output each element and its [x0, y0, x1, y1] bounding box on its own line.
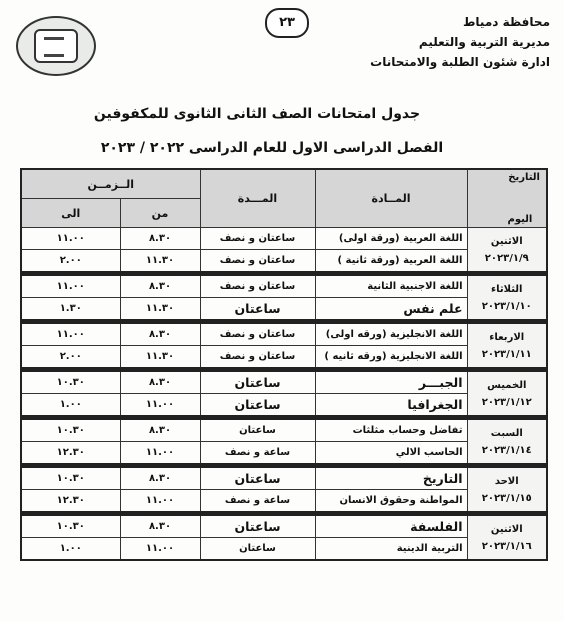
subject-cell: الفلسفة [315, 514, 467, 538]
subject-cell: التاريخ [315, 466, 467, 490]
subject-cell: التربية الدينية [315, 538, 467, 561]
time-to-cell: ١.٣٠ [21, 298, 120, 322]
day-date-cell [467, 418, 547, 466]
table-row [21, 370, 547, 394]
day-date-cell [467, 514, 547, 561]
time-to-cell: ١٢.٣٠ [21, 442, 120, 466]
day-name: الاثنين [490, 523, 523, 535]
day-date-cell [467, 228, 547, 274]
time-from-cell: ١١.٠٠ [120, 394, 200, 418]
from-header: من [120, 199, 200, 228]
duration-cell: ساعتان و نصف [200, 322, 315, 346]
subject-cell: اللغة الاجنبية الثانية [315, 274, 467, 298]
exam-date: ٢٠٢٣/١/١٠ [481, 300, 532, 312]
duration-cell: ساعتان و نصف [200, 228, 315, 250]
time-to-cell: ١١.٠٠ [21, 228, 120, 250]
day-name: الاثنين [490, 235, 523, 247]
subject-cell: اللغة العربية (ورقة ثانية ) [315, 250, 467, 274]
time-from-cell: ٨.٣٠ [120, 418, 200, 442]
table-row [21, 514, 547, 538]
time-from-cell: ١١.٣٠ [120, 298, 200, 322]
duration-header: المـــدة [200, 169, 315, 228]
time-from-cell: ١١.٣٠ [120, 346, 200, 370]
duration-cell: ساعة و نصف [200, 490, 315, 514]
exam-date: ٢٠٢٣/١/١١ [481, 348, 532, 360]
subject-cell: المواطنة وحقوق الانسان [315, 490, 467, 514]
table-row [21, 228, 547, 250]
subject-cell: الجبـــر [315, 370, 467, 394]
subject-header: المــادة [315, 169, 467, 228]
time-from-cell: ٨.٣٠ [120, 274, 200, 298]
time-from-cell: ٨.٣٠ [120, 466, 200, 490]
time-to-cell: ١٠.٣٠ [21, 514, 120, 538]
time-to-cell: ١٢.٣٠ [21, 490, 120, 514]
day-date-cell [467, 370, 547, 418]
header-directorate: مديرية التربية والتعليم [418, 35, 550, 49]
date-header: التاريخ [508, 172, 540, 183]
day-date-cell [467, 322, 547, 370]
time-to-cell: ١٠.٣٠ [21, 466, 120, 490]
duration-cell: ساعتان [200, 538, 315, 561]
subject-cell: اللغة الانجليزية (ورقه اولى) [315, 322, 467, 346]
to-header: الى [21, 199, 120, 228]
schedule-body [21, 228, 547, 561]
exam-date: ٢٠٢٣/١/١٦ [481, 540, 532, 552]
table-row [21, 418, 547, 442]
duration-cell: ساعة و نصف [200, 442, 315, 466]
time-from-cell: ١١.٠٠ [120, 538, 200, 561]
subject-cell: الجغرافيا [315, 394, 467, 418]
exam-date: ٢٠٢٣/١/١٢ [481, 396, 532, 408]
header-block [370, 12, 550, 72]
subject-cell: علم نفس [315, 298, 467, 322]
table-row [21, 274, 547, 298]
day-name: الخميس [487, 379, 527, 391]
duration-cell: ساعتان و نصف [200, 250, 315, 274]
time-to-cell: ١٠.٣٠ [21, 418, 120, 442]
duration-cell: ساعتان و نصف [200, 346, 315, 370]
ministry-logo-icon [16, 16, 96, 76]
day-header: اليوم [507, 214, 533, 225]
duration-cell: ساعتان و نصف [200, 274, 315, 298]
time-to-cell: ١١.٠٠ [21, 274, 120, 298]
time-to-cell: ١٠.٣٠ [21, 370, 120, 394]
table-row [21, 466, 547, 490]
time-header: الــزمــن [21, 169, 200, 199]
exam-schedule-table [20, 168, 548, 561]
table-row [21, 322, 547, 346]
time-from-cell: ٨.٣٠ [120, 370, 200, 394]
day-name: السبت [490, 427, 523, 439]
time-from-cell: ١١.٠٠ [120, 490, 200, 514]
time-to-cell: ١.٠٠ [21, 538, 120, 561]
subject-cell: اللغة العربية (ورقة اولى) [315, 228, 467, 250]
time-from-cell: ١١.٣٠ [120, 250, 200, 274]
time-to-cell: ١١.٠٠ [21, 322, 120, 346]
time-from-cell: ٨.٣٠ [120, 514, 200, 538]
header-governorate: محافظة دمياط [462, 15, 550, 29]
duration-cell: ساعتان [200, 394, 315, 418]
time-from-cell: ٨.٣٠ [120, 228, 200, 250]
subject-cell: الحاسب الالي [315, 442, 467, 466]
exam-date: ٢٠٢٣/١/١٤ [481, 444, 532, 456]
time-to-cell: ٢.٠٠ [21, 250, 120, 274]
subject-cell: اللغة الانجليزية (ورقه ثانيه ) [315, 346, 467, 370]
day-date-cell [467, 274, 547, 322]
day-date-cell [467, 466, 547, 514]
duration-cell: ساعتان [200, 466, 315, 490]
date-day-header [467, 169, 547, 228]
time-to-cell: ٢.٠٠ [21, 346, 120, 370]
exam-date: ٢٠٢٣/١/٩ [484, 252, 529, 264]
day-name: الاحد [494, 475, 519, 487]
page-subtitle: الفصل الدراسى الاول للعام الدراسى ٢٠٢٢ / ٢٠٢٣ [100, 140, 444, 156]
duration-cell: ساعتان [200, 418, 315, 442]
header-department: ادارة شئون الطلبة والامتحانات [370, 55, 550, 69]
time-to-cell: ١.٠٠ [21, 394, 120, 418]
duration-cell: ساعتان [200, 514, 315, 538]
subject-cell: تفاضل وحساب مثلثات [315, 418, 467, 442]
duration-cell: ساعتان [200, 370, 315, 394]
time-from-cell: ١١.٠٠ [120, 442, 200, 466]
time-from-cell: ٨.٣٠ [120, 322, 200, 346]
day-name: الثلاثاء [491, 283, 523, 295]
duration-cell: ساعتان [200, 298, 315, 322]
exam-date: ٢٠٢٣/١/١٥ [481, 492, 532, 504]
page-title: جدول امتحانات الصف الثانى الثانوى للمكفوفين [93, 106, 421, 122]
page-number: ٢٣ [265, 8, 309, 38]
day-name: الاربعاء [489, 331, 525, 343]
